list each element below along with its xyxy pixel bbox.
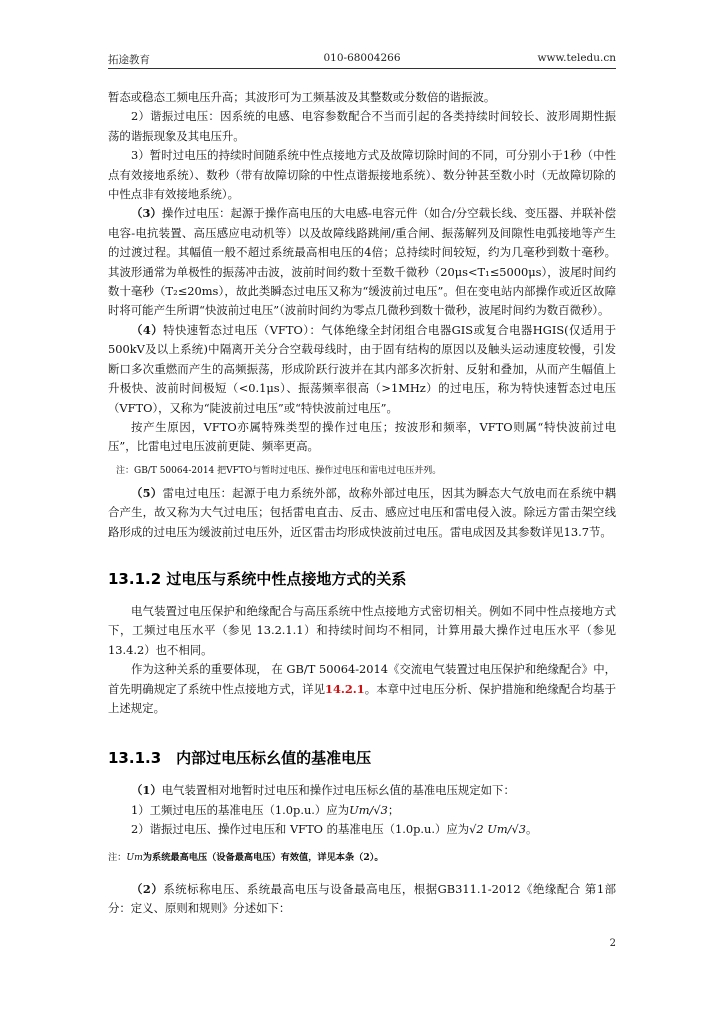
item-label: （5） (131, 485, 163, 500)
symbol: Um (126, 851, 143, 863)
paragraph (108, 880, 616, 919)
section-heading: 13.1.3 内部过电压标幺值的基准电压 (108, 749, 372, 768)
page-content (108, 88, 616, 918)
item-text: 电气装置相对地暂时过电压和操作过电压标幺值的基准电压规定如下： (161, 783, 515, 798)
section-heading: 13.1.2 过电压与系统中性点接地方式的关系 (108, 569, 407, 588)
list-item (108, 801, 616, 820)
list-item (108, 820, 616, 839)
paragraph: 电气装置过电压保护和绝缘配合与高压系统中性点接地方式密切相关。例如不同中性点接地方式下，工频过电压水平（参见 13.2.1.1）和持续时间均不相同，计算用最大操作过电压水平（参见13.4.2）也不相同。 (108, 603, 616, 657)
item-text: 雷电过电压：起源于电力系统外部，故称外部过电压，因其为瞬态大气放电而在系统中耦合产生，故又称为大气过电压；包括雷电直击、反击、感应过电压和雷电侵入波。除远方雷击架空线路形成的过电压为缓波前过电压外，近区雷击均形成快波前过电压。雷电成因及其参数详见13.7节。 (108, 485, 616, 539)
item-label: （1） (131, 783, 162, 798)
paragraph (108, 781, 616, 800)
paragraph: 暂态或稳态工频电压升高；其波形可为工频基波及其整数或分数倍的谐振波。 (108, 90, 496, 104)
paragraph-text: 作为这种关系的重要体现， 在 GB/T 50064-2014《交流电气装置过电压保护和绝缘配合》中，首先明确规定了系统中性点接地方式，详见 (108, 662, 616, 696)
item-text: 操作过电压：起源于操作高电压的大电感-电容元件（如合/分空载长线、变压器、并联补偿电容-电抗装置、高压感应电动机等）以及故障线路跳闸/重合闸、振荡解列及间隙性电弧接地等产生的过渡过程。其幅值一般不超过系统最高相电压的4倍；总持续时间较短，约为几毫秒到数十毫秒。其波形通常为单极性的振荡冲击波，波前时间约数十至数千微秒（20μs<T₁≤5000μs），波尾时间约数十毫秒（T₂≤20ms），故此类瞬态过电压又称为“缓波前过电压”。但在变电站内部操作或近区故障时将可能产生所谓“快波前过电压”（波前时间约为零点几微秒到数十微秒，波尾时间约为数百微秒）。 (108, 206, 616, 318)
paragraph: 3）暂时过电压的持续时间随系统中性点接地方式及故障切除时间的不同，可分别小于1秒（中性点有效接地系统）、数秒（带有故障切除的中性点谐振接地系统）、数分钟甚至数小时（无故障切除的中性点非有效接地系统）。 (108, 148, 616, 202)
paragraph-text: 。本章中过电压分析、保护措施和绝缘配合均基于上述规定。 (108, 681, 616, 715)
header-phone: 010-68004266 (323, 52, 401, 64)
paragraph (108, 204, 616, 320)
item-label: （2） (131, 881, 164, 896)
note-prefix: 注： (108, 851, 127, 863)
list-item-text: 。 (526, 822, 538, 837)
note: 注：GB/T 50064-2014 把VFTO与暂时过电压、操作过电压和雷电过电压并列。 (116, 465, 442, 476)
paragraph (108, 321, 616, 418)
item-label: （4） (131, 322, 164, 337)
note (108, 850, 616, 866)
note-text: 为系统最高电压（设备最高电压）有效值，详见本条（2）。 (142, 851, 384, 863)
formula: √2 Um/√3 (469, 822, 527, 837)
item-text: 系统标称电压、系统最高电压与设备最高电压，根据GB311.1-2012《绝缘配合 第1部分：定义、原则和规则》分述如下： (108, 881, 616, 915)
item-label: （3） (131, 206, 162, 221)
formula: Um/√3 (349, 802, 388, 817)
cross-reference-link[interactable]: 14.2.1 (325, 681, 365, 696)
list-item-text: 1）工频过电压的基准电压（1.0p.u.）应为 (131, 802, 350, 817)
paragraph: 按产生原因，VFTO亦属特殊类型的操作过电压；按波形和频率，VFTO则属“特快波前过电压”，比雷电过电压波前更陡、频率更高。 (108, 419, 616, 454)
page-number: 2 (609, 938, 616, 949)
list-item-text: ； (387, 802, 400, 817)
header-website: www.teledu.cn (537, 52, 616, 64)
paragraph (108, 660, 616, 718)
header-publisher: 拓途教育 (108, 54, 150, 66)
item-text: 特快速暂态过电压（VFTO）：气体绝缘全封闭组合电器GIS或复合电器HGIS(仅适用于500kV及以上系统)中隔离开关分合空载母线时，由于固有结构的原因以及触头运动速度较慢，引发断口多次重燃而产生的高频振荡，形成阶跃行波并在其内部多次折射、反射和叠加，从而产生幅值上升极快、波前时间极短（<0.1μs）、振荡频率很高（>1MHz）的过电压，称为特快速暂态过电压（VFTO），又称为“陡波前过电压”或“特快波前过电压”。 (108, 322, 616, 415)
page-header (108, 50, 616, 69)
paragraph: 2）谐振过电压：因系统的电感、电容参数配合不当而引起的各类持续时间较长、波形周期性振荡的谐振现象及其电压升。 (108, 109, 616, 143)
paragraph (108, 484, 616, 542)
list-item-text: 2）谐振过电压、操作过电压和 VFTO 的基准电压（1.0p.u.）应为 (131, 822, 470, 837)
